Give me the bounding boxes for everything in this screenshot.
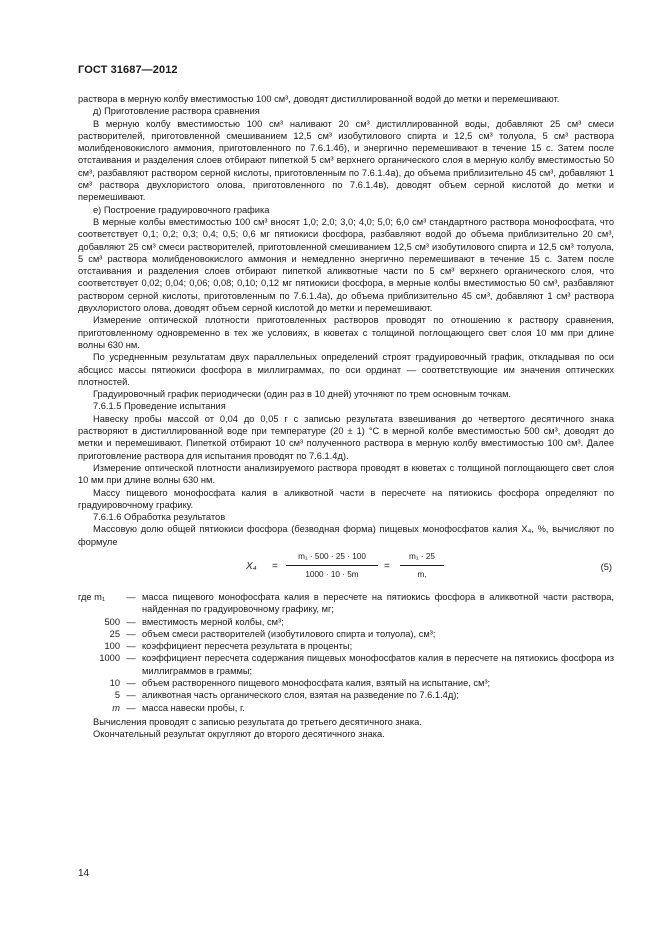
- fraction-1-denominator: 1000 · 10 · 5m: [305, 570, 359, 580]
- page-number: 14: [78, 868, 90, 879]
- variable-dash: —: [126, 616, 136, 627]
- paragraph-mass-determination: Массу пищевого монофосфата калия в аликвотной части в пересчете на пятиокись фосфора определяют по градуировочному графику.: [78, 487, 614, 510]
- variable-row: [78, 702, 614, 714]
- variable-symbol: 100: [104, 641, 120, 652]
- formula-5: [78, 551, 614, 585]
- closing-line-rounding: Окончательный результат округляют до второго десятичного знака.: [93, 729, 385, 740]
- subsection-heading-e: е) Построение градуировочного графика: [93, 204, 270, 215]
- closing-line-calculation: Вычисления проводят с записью результата до третьего десятичного знака.: [93, 716, 422, 727]
- variable-row: [78, 652, 614, 677]
- variable-symbol: m: [112, 702, 120, 713]
- variable-row: [78, 677, 614, 689]
- variable-dash: —: [126, 678, 136, 689]
- page-content: [78, 93, 614, 741]
- formula-lhs: X₄: [246, 560, 257, 572]
- fraction-2-denominator-text: m: [417, 570, 425, 580]
- variable-definition: коэффициент пересчета содержания пищевых монофосфатов калия в пересчете на пятиокись фосфора из миллиграммов в граммы;: [142, 653, 614, 676]
- variable-symbol: 10: [109, 678, 120, 689]
- formula-fraction-2: [400, 551, 444, 582]
- formula-fraction-1: [286, 551, 378, 582]
- paragraph-continuation: раствора в мерную колбу вместимостью 100 см³, доводят дистиллированной водой до метки и перемешивают.: [78, 94, 560, 104]
- paragraph-reference-solution: В мерную колбу вместимостью 100 см³ наливают 20 см³ дистиллированной воды, добавляют 25 см³ смеси растворителей, приготовленной смешиванием 12,5 см³ изобутилового спирта и 12,5 см³ толуола, 5 см³ раствора молибденовокислого аммония, приготовленного по 7.6.1.4б), и энергично перемешивают в течение 15 с. Затем после отстаивания и разделения слоев отбирают пипеткой 5 см³ верхнего органического слоя в мерную колбу вместимостью 50 см³, разбавляют раствором серной кислоты, приготовленным по 7.6.1.4а), до объема приблизительно 45 см³, добавляют 1 см³ раствора двухлористого олова, приготовленного по 7.6.1.4в), доводят объем серной кислотой до метки и перемешивают.: [78, 118, 614, 203]
- variable-definition: масса навески пробы, г.: [142, 702, 245, 713]
- paragraph-graph-update: Градуировочный график периодически (один раз в 10 дней) уточняют по трем основным точкам.: [93, 389, 512, 400]
- paragraph-calibration: В мерные колбы вместимостью 100 см³ вносят 1,0; 2,0; 3,0; 4,0; 5,0; 6,0 см³ стандартного раствора монофосфата, что соответствует 0,1; 0,2; 0,3; 0,4; 0,5; 0,6 мг пятиокиси фосфора, разбавляют водой до объема приблизительно 20 см³, добавляют 25 см³ смеси растворителей, приготовленной смешиванием 12,5 см³ изобутилового спирта и 12,5 см³ толуола, 5 см³ раствора молибденовокислого аммония и немедленно энергично перемешивают в течение 15 с. Затем после отстаивания и разделения слоев отбирают пипеткой аликвотные части по 5 см³ верхнего органического слоя, что соответствует 0,02; 0,04; 0,06; 0,08; 0,10; 0,12 мг пятиокиси фосфора, в мерные колбы вместимостью 50 см³, разбавляют раствором серной кислоты, приготовленным по 7.6.1.4а), до объема приблизительно 45 см³, добавляют 1 см³ раствора двухлористого олова, доводят объем серной кислотой до метки и перемешивают.: [78, 216, 614, 314]
- section-heading-7616: 7.6.1.6 Обработка результатов: [93, 512, 226, 523]
- formula-equals-1: =: [272, 560, 278, 572]
- variable-dash: —: [126, 702, 136, 713]
- subsection-heading-d: д) Приготовление раствора сравнения: [93, 106, 260, 117]
- document-header: ГОСТ 31687—2012: [78, 64, 178, 76]
- formula-comma: ,: [424, 570, 427, 580]
- variable-row: [78, 616, 614, 628]
- fraction-2-numerator: m₁ · 25: [400, 551, 444, 566]
- variable-definition: объем растворенного пищевого монофосфата калия, взятый на испытание, см³;: [142, 678, 491, 689]
- variable-row: [78, 640, 614, 652]
- variable-symbol: 1000: [99, 653, 120, 664]
- paragraph-measurement: Измерение оптической плотности анализируемого раствора проводят в кюветах с толщиной поглощающего свет слоя 10 мм при длине волны 630 нм.: [78, 462, 614, 486]
- variable-dash: —: [126, 653, 136, 664]
- variable-symbol: 25: [109, 628, 120, 639]
- variable-dash: —: [126, 690, 136, 701]
- variable-definition: коэффициент пересчета результата в проценты;: [142, 641, 353, 652]
- paragraph-optical-density: Измерение оптической плотности приготовленных растворов проводят по отношению к раствору сравнения, приготовленному одновременно в тех же условиях, в кюветах с толщиной поглощающего свет слоя 10 мм при длине волны 630 нм.: [78, 315, 614, 350]
- variable-definition: вместимость мерной колбы, см³;: [142, 616, 284, 627]
- fraction-1-numerator: m₁ · 500 · 25 · 100: [286, 551, 378, 566]
- closing-notes: [78, 716, 614, 741]
- variable-list: [78, 591, 614, 714]
- paragraph-formula-intro: Массовую долю общей пятиокиси фосфора (безводная форма) пищевых монофосфатов калия X₄, %, вычисляют по формуле: [78, 524, 614, 547]
- paragraph-test-procedure: Навеску пробы массой от 0,04 до 0,05 г с записью результата взвешивания до четвертого десятичного знака растворяют в дистиллированной воде при температуре (20 ± 1) °С в мерной колбе вместимостью 500 см³, доводят до метки и перемешивают. Пипеткой отбирают 10 см³ полученного раствора в мерную колбу вместимостью 100 см³. Далее приготовление раствора для испытания проводят по 7.6.1.4д).: [78, 413, 614, 461]
- formula-number: (5): [600, 561, 612, 572]
- fraction-2-denominator: [400, 566, 444, 581]
- formula-equals-2: =: [384, 560, 390, 572]
- variable-row: [78, 689, 614, 701]
- variable-symbol: 5: [114, 690, 120, 701]
- section-heading-7615: 7.6.1.5 Проведение испытания: [93, 401, 226, 412]
- variable-dash: —: [126, 591, 136, 602]
- variable-symbol: где m₁: [78, 591, 106, 602]
- variable-dash: —: [126, 641, 136, 652]
- variable-row: [78, 591, 614, 616]
- variable-symbol: 500: [104, 616, 120, 627]
- variable-definition: аликвотная часть органического слоя, взятая на разведение по 7.6.1.4д);: [142, 690, 459, 701]
- variable-row: [78, 628, 614, 640]
- paragraph-graph: По усредненным результатам двух параллельных определений строят градуировочный график, откладывая по оси абсцисс массы пятиокиси фосфора в миллиграммах, по оси ординат — соответствующие им значения оптических плотностей.: [78, 352, 614, 387]
- variable-definition: масса пищевого монофосфата калия в пересчете на пятиокись фосфора в аликвотной части раствора, найденная по градуировочному графику, мг;: [142, 591, 614, 615]
- variable-definition: объем смеси растворителей (изобутилового спирта и толуола), см³;: [142, 628, 436, 639]
- variable-dash: —: [126, 628, 136, 639]
